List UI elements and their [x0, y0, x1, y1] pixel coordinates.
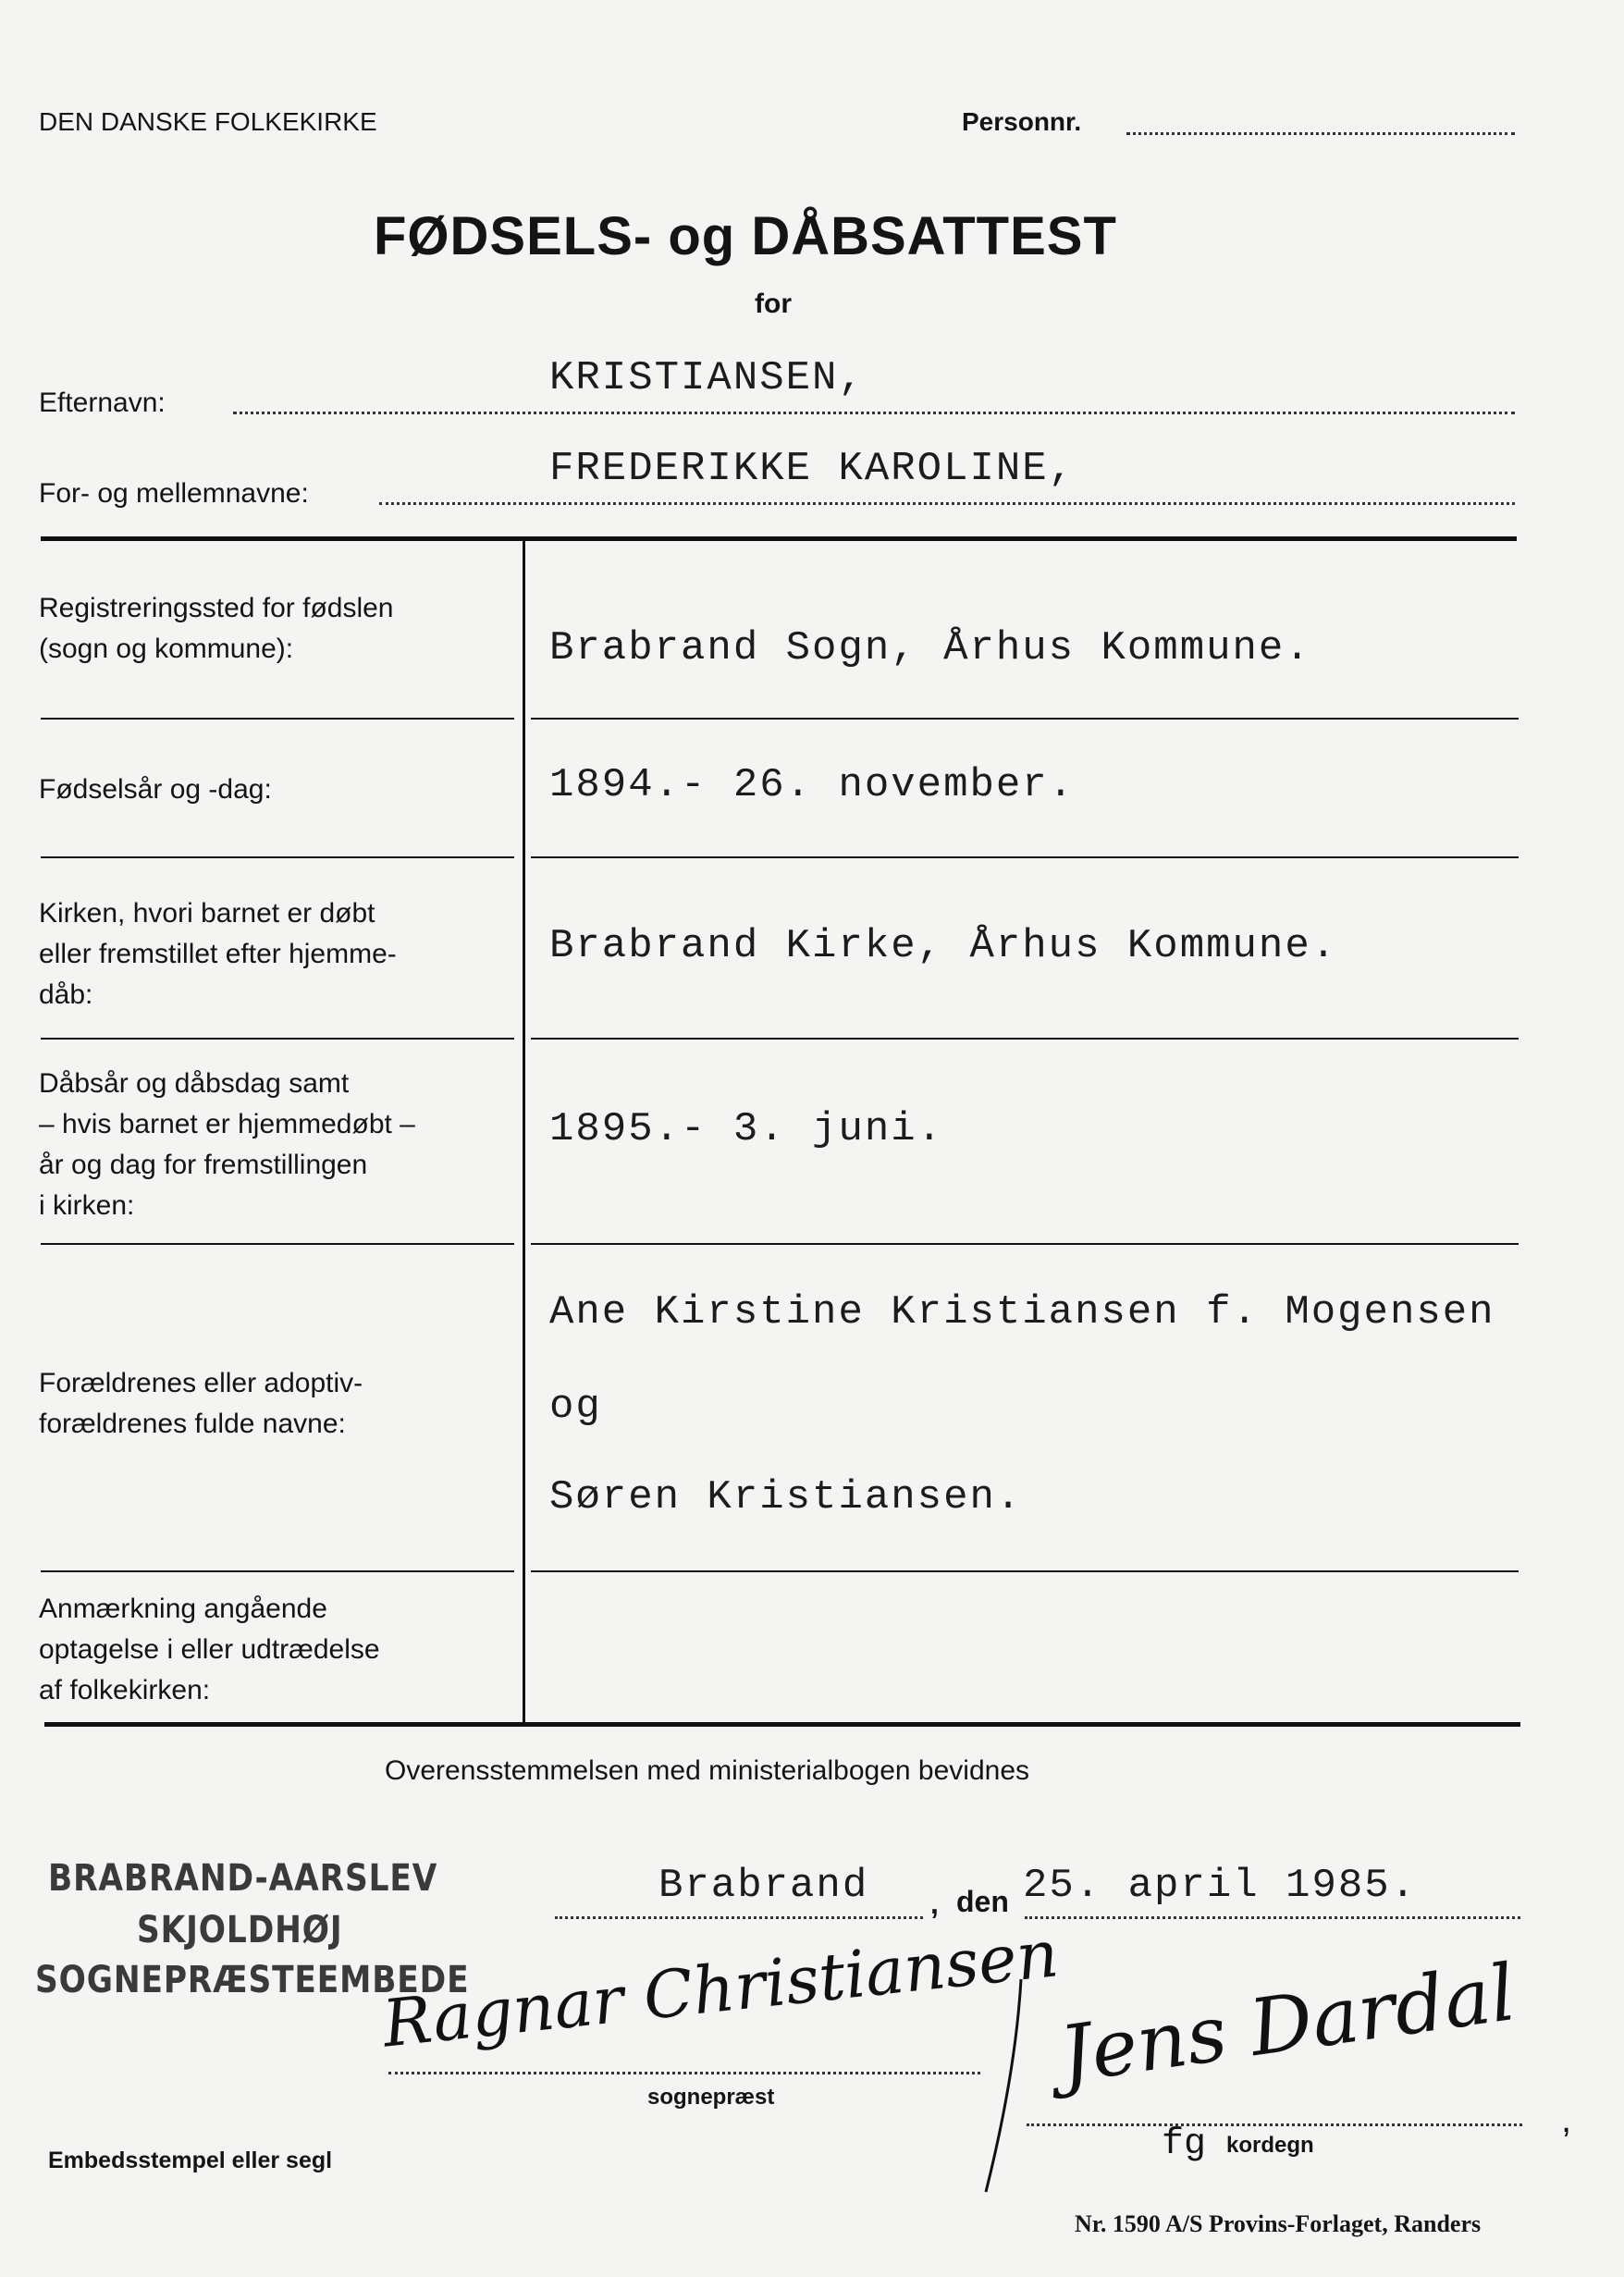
row-separator — [41, 1038, 514, 1040]
stamp-line: BRABRAND-AARSLEV — [48, 1857, 438, 1900]
table-bottom-rule — [44, 1722, 1520, 1727]
row-separator — [531, 1570, 1519, 1572]
issue-date-line — [1025, 1916, 1520, 1919]
parents-value-line[interactable]: og — [549, 1384, 602, 1430]
seal-label: Embedsstempel eller segl — [48, 2148, 333, 2173]
baptism-date-label: Dåbsår og dåbsdag samt – hvis barnet er hjemmedøbt – år og dag for fremstillingen i kirken: — [39, 1068, 415, 1221]
registration-place-label: Registreringssted for fødslen (sogn og kommune): — [39, 593, 394, 664]
given-names-line — [379, 502, 1515, 505]
personnr-label: Personnr. — [962, 107, 1082, 136]
priest-signature-line — [388, 2072, 980, 2074]
signature-slash-stroke — [980, 1970, 1036, 2210]
row-separator — [41, 1570, 514, 1572]
row-separator — [531, 718, 1519, 720]
membership-remark-label: Anmærkning angående optagelse i eller udtrædelse af folkekirken: — [39, 1594, 380, 1705]
birth-date-label: Fødselsår og -dag: — [39, 774, 272, 805]
date-comma: , — [930, 1887, 939, 1920]
given-names-label: For- og mellemnavne: — [39, 478, 309, 509]
attestation-text: Overensstemmelsen med ministerialbogen bevidnes — [385, 1755, 1030, 1786]
row-separator — [41, 1243, 514, 1245]
row-separator — [531, 1243, 1519, 1245]
issue-place-value[interactable]: Brabrand — [658, 1863, 869, 1909]
baptism-church-label: Kirken, hvori barnet er døbt eller fremstillet efter hjemme- dåb: — [39, 898, 397, 1010]
row-separator — [41, 718, 514, 720]
parents-value-line[interactable]: Ane Kirstine Kristiansen f. Mogensen — [549, 1289, 1495, 1335]
baptism-church-value[interactable]: Brabrand Kirke, Århus Kommune. — [549, 923, 1338, 969]
registration-place-value[interactable]: Brabrand Sogn, Århus Kommune. — [549, 625, 1311, 671]
table-top-rule — [41, 536, 1517, 541]
row-separator — [41, 856, 514, 858]
given-names-value[interactable]: FREDERIKKE KAROLINE, — [549, 446, 1076, 492]
stamp-line: SOGNEPRÆSTEEMBEDE — [35, 1959, 470, 2001]
surname-value[interactable]: KRISTIANSEN, — [549, 355, 865, 401]
publisher-imprint: Nr. 1590 A/S Provins-Forlaget, Randers — [1075, 2210, 1482, 2237]
surname-label: Efternavn: — [39, 388, 166, 418]
row-separator — [531, 1038, 1519, 1040]
issue-date-value[interactable]: 25. april 1985. — [1023, 1863, 1418, 1909]
clerk-label: kordegn — [1226, 2133, 1314, 2158]
clerk-signature-line — [1027, 2123, 1522, 2126]
issue-place-line — [555, 1916, 923, 1919]
trailing-mark: , — [1561, 2099, 1572, 2140]
priest-label: sognepræst — [647, 2085, 775, 2110]
birth-date-value[interactable]: 1894.- 26. november. — [549, 762, 1076, 808]
church-name: DEN DANSKE FOLKEKIRKE — [39, 107, 377, 136]
document-title: FØDSELS- og DÅBSATTEST — [374, 206, 1117, 266]
parents-value-line[interactable]: Søren Kristiansen. — [549, 1474, 1023, 1520]
personnr-line[interactable] — [1126, 132, 1515, 135]
den-label: den — [956, 1885, 1009, 1918]
document-subtitle: for — [755, 289, 792, 319]
row-separator — [531, 856, 1519, 858]
clerk-signature: Jens Dardal — [1054, 1947, 1521, 2101]
parents-label: Forældrenes eller adoptiv- forældrenes fulde navne: — [39, 1368, 363, 1439]
baptism-date-value[interactable]: 1895.- 3. juni. — [549, 1106, 944, 1152]
clerk-prefix: fg — [1162, 2123, 1207, 2165]
stamp-line: SKJOLDHØJ — [137, 1909, 343, 1951]
surname-line — [233, 412, 1515, 414]
table-column-divider — [523, 541, 525, 1725]
priest-signature: Ragnar Christiansen — [379, 1915, 1063, 2062]
